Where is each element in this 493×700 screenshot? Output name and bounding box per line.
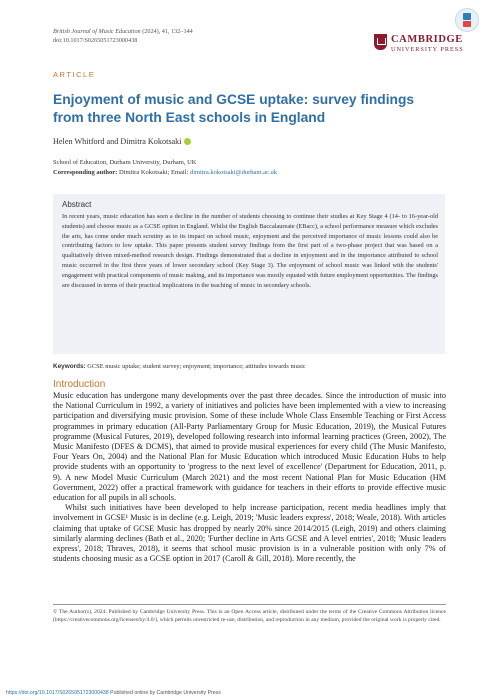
- corresponding-label: Corresponding author:: [53, 168, 118, 176]
- corresponding-text: Dimitra Kokotsaki; Email:: [117, 168, 190, 176]
- publisher-logo: [374, 34, 466, 58]
- abstract-text: In recent years, music education has seen a decline in the number of students choosing to continue their studies at Key Stage 4 (14- to 16-year-old students) and choose music as a GCSE option in England. Whilst the English Baccalaureate (EBacc), a school performance measure which excludes the arts, has come under much scrutiny as to its impact on school music, enjoyment and the perceived importance of music lessons could also be contributing factors to low uptake. This paper presents student survey findings from the first part of a two-phase project that was based on a qualitatively driven mixed-method research design. Findings demonstrated that a decline in enjoyment and in the importance attributed to school music occurred in the first three years of lower secondary school (Key Stage 3). The enjoyment of school music was linked with the students' engagement with practical components of music making, and its importance was mostly equated with future employment opportunities. The findings are discussed in terms of their practical implications in the teaching of music in secondary schools.: [62, 213, 438, 289]
- shield-icon: [374, 34, 387, 50]
- corresponding-author: [53, 168, 453, 178]
- journal-meta: (2024), 41, 132–144: [140, 28, 193, 35]
- author-email-link[interactable]: dimitra.kokotsaki@durham.ac.uk: [189, 168, 277, 176]
- introduction-heading: Introduction: [53, 379, 106, 390]
- article-type-label: ARTICLE: [53, 70, 96, 79]
- author-list: [53, 137, 191, 146]
- abstract-heading: Abstract: [62, 200, 92, 209]
- published-online-text: Published online by Cambridge University Press: [108, 690, 221, 696]
- intro-paragraph-1: Music education has undergone many developments over the past three decades. Since the introduction of music into the National Curriculum in 1992, a variety of initiatives and policies have been implemented with a view to increasing participation and diversifying music provision. Some of these include Whole Class Ensemble Teaching or First Access programmes in primary education (All-Party Parliamentary Group for Music Education, 2019), the Musical Futures programme (Musical Futures, 2019), developed following research into informal learning practices (Green, 2002), The Music Manifesto (DFES & DCMS), that aimed to provide musical experiences for every child (The Music Manifesto, Four Years On, 2004) and the National Plan for Music Education which introduced Music Education Hubs to help provide students with an opportunity to 'progress to the next level of excellence' (Department for Education, 2011, p. 9). A new Model Music Curriculum (March 2021) and the most recent National Plan for Music Education (HM Government, 2022) offer a practical framework with guidance for teachers in their efforts to provide effective music education for all pupils in all schools.: [53, 391, 446, 503]
- article-title: Enjoyment of music and GCSE uptake: survey findings from three North East schools in England: [53, 92, 415, 125]
- page-footer: [6, 690, 221, 696]
- keywords-label: Keywords:: [53, 363, 86, 370]
- crossmark-icon[interactable]: [455, 8, 479, 32]
- footnote-divider: [53, 604, 446, 605]
- publisher-name: CAMBRIDGE: [391, 34, 463, 45]
- orcid-icon[interactable]: [184, 138, 191, 145]
- keywords-text: GCSE music uptake; student survey; enjoyment; importance; attitudes towards music: [85, 363, 306, 370]
- abstract-box: [53, 194, 445, 354]
- affiliation-block: [53, 158, 453, 177]
- doi-footer-link[interactable]: https://doi.org/10.1017/S0265051723000438: [6, 690, 109, 696]
- publisher-subtitle: UNIVERSITY PRESS: [391, 46, 464, 53]
- intro-paragraph-2: Whilst such initiatives have been developed to help increase participation, recent media headlines imply that involvement in GCSE¹ Music is in decline (e.g. Leigh, 2019; 'Music leaders express', 2018; Weale, 2018). With articles claiming that uptake of GCSE Music has dropped by nearly 20% since 2014/2015 (Leigh, 2019) and others claiming similarly alarming declines (Bath et al., 2020; 'Further decline in Arts GCSE and A level entries', 2018; 'Music leaders express', 2018; Thraves, 2018), it seems that school music provision is in a vulnerable position with only 7% of students choosing music as a GCSE option in 2017 (Caroll & Gill, 2018). More recently, the: [53, 503, 446, 564]
- journal-name: British Journal of Music Education: [53, 28, 141, 35]
- authors-text: Helen Whitford and Dimitra Kokotsaki: [53, 137, 182, 146]
- journal-citation: [53, 28, 193, 45]
- keywords-line: [53, 363, 453, 370]
- affiliation-line: School of Education, Durham University, Durham, UK: [53, 159, 197, 166]
- article-doi[interactable]: doi:10.1017/S0265051723000438: [53, 36, 138, 44]
- license-statement: © The Author(s), 2024. Published by Cambridge University Press. This is an Open Access article, distributed under the terms of the Creative Commons Attribution licence (https://creativecommons.org/licenses/by/4.0/), which permits unrestricted re-use, distribution, and reproduction in any medium, provided the original work is properly cited.: [53, 609, 446, 624]
- introduction-body: [53, 391, 446, 564]
